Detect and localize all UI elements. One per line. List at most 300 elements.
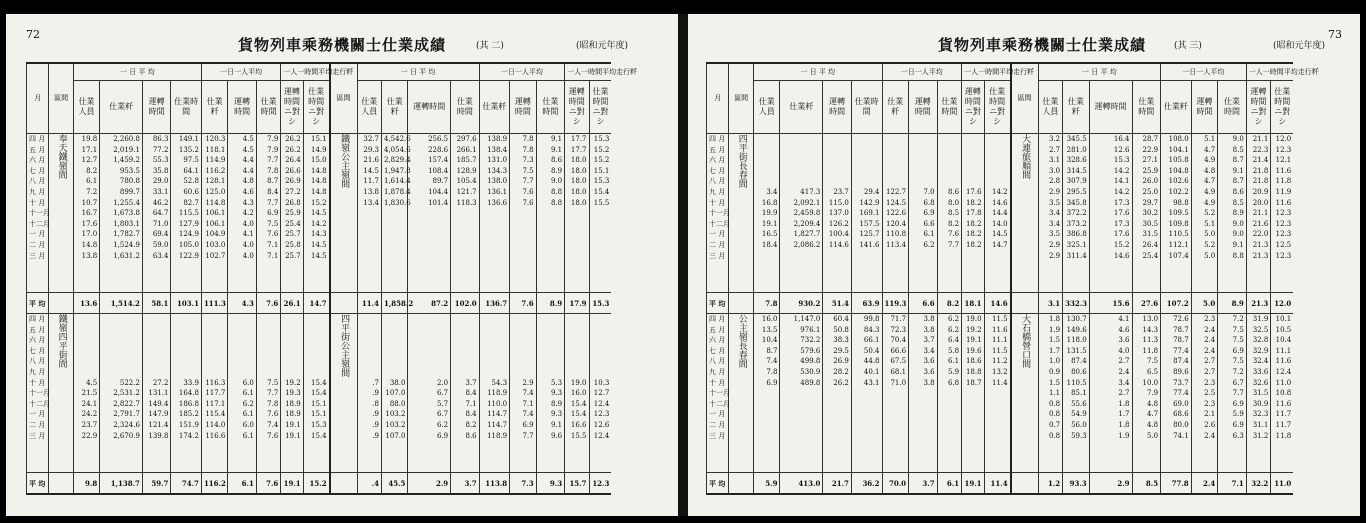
per-hour-header: 一人一時間平均走行粁	[1246, 63, 1293, 81]
average-r2_b: 12.0	[1271, 293, 1293, 314]
cell-value	[453, 314, 476, 325]
cell-value: 84.3	[863, 325, 880, 334]
cell-value: 110.5	[1066, 378, 1087, 387]
cell-value: 8.0	[947, 198, 960, 207]
average-work_b: 3.7	[451, 473, 479, 495]
cell-value: 3.8	[923, 378, 935, 387]
cell-value: 13.2	[992, 367, 1008, 376]
cell-value	[512, 314, 533, 325]
cell-value: 四 月	[709, 135, 726, 143]
cell-value: 32.5	[1252, 325, 1269, 334]
cell-value: 25.8	[285, 240, 301, 249]
cell-value: 15.1	[311, 135, 327, 143]
cell-value	[145, 335, 168, 346]
cell-value: 一 月	[709, 410, 726, 419]
cell-value	[410, 356, 448, 367]
cell-value: 17.6	[965, 187, 982, 196]
column-prun	[228, 314, 256, 473]
cell-value: 67.5	[890, 357, 907, 366]
cell-value	[539, 251, 563, 262]
cell-value	[482, 208, 508, 219]
column-header-col_work_time: 仕業時間	[851, 81, 882, 134]
cell-value: 55.6	[1071, 399, 1087, 408]
cell-value	[283, 335, 300, 346]
cell-value: 77.4	[1173, 389, 1189, 398]
cell-value: 六 月	[29, 336, 46, 345]
cell-value: 6.2	[923, 240, 935, 249]
cell-value	[360, 356, 379, 367]
month-header: 月	[27, 63, 49, 134]
cell-value	[410, 335, 448, 346]
cell-value: 2,670.9	[113, 431, 140, 440]
cell-value: 157.5	[859, 219, 880, 228]
cell-value: 11.9	[1275, 187, 1292, 196]
cell-value: 118.3	[456, 198, 477, 207]
data-table	[26, 62, 666, 495]
cell-value	[825, 251, 849, 262]
cell-value: 1,673.8	[113, 209, 140, 218]
cell-value: 15.4	[311, 431, 327, 440]
cell-value: 7.7	[267, 198, 279, 207]
cell-value: 0.8	[1048, 431, 1061, 440]
cell-value: 10.7	[81, 198, 98, 207]
column-work	[851, 134, 882, 293]
column-header-col_run_time: 運轉時間	[228, 81, 256, 134]
column-run_b	[408, 314, 451, 473]
cell-value: 18.9	[285, 410, 301, 419]
cell-value: 38.3	[833, 336, 849, 345]
cell-value: 4.6	[242, 187, 254, 196]
cell-value: 899.7	[119, 187, 140, 196]
cell-value	[384, 367, 405, 378]
cell-value: 8.8	[550, 198, 563, 207]
cell-value: 12.7	[81, 156, 98, 165]
cell-value	[173, 335, 199, 346]
cell-value: 十二月	[709, 399, 730, 408]
cell-value: 七 月	[709, 166, 726, 175]
cell-value: 6.9	[1232, 346, 1244, 355]
cell-value: 134.3	[487, 166, 508, 175]
cell-value	[539, 314, 563, 325]
column-header-col_staff: 仕業人員	[73, 81, 99, 134]
cell-value	[482, 251, 508, 262]
cell-value	[453, 335, 476, 346]
cell-value: 11.1	[1275, 346, 1292, 355]
average-pkm_b: 77.8	[1161, 473, 1192, 495]
cell-value: .9	[372, 410, 379, 419]
cell-value: 9.3	[550, 389, 563, 398]
cell-value	[259, 325, 278, 336]
cell-value: 102.6	[1168, 177, 1189, 186]
cell-value	[512, 240, 533, 251]
cell-value	[854, 155, 880, 166]
cell-value: 25.9	[1142, 166, 1159, 175]
cell-value: 14.6	[992, 198, 1008, 207]
cell-value: 17.8	[965, 209, 982, 218]
column-r1	[281, 314, 303, 473]
cell-value	[911, 409, 935, 420]
cell-value: 17.7	[570, 145, 587, 154]
cell-value	[567, 219, 586, 230]
cell-value: 13.8	[81, 251, 98, 260]
cell-value	[756, 251, 778, 262]
cell-value	[512, 219, 533, 230]
column-header-col_work_time: 仕業時間	[451, 81, 479, 134]
cell-value: 6.9	[267, 209, 279, 218]
cell-value: 15.2	[311, 198, 327, 207]
cell-value	[76, 325, 97, 336]
cell-value	[885, 399, 907, 410]
cell-value: 1.5	[1048, 336, 1061, 345]
cell-value: 373.2	[1066, 219, 1087, 228]
cell-value	[453, 208, 476, 219]
cell-value	[482, 367, 508, 378]
data-block	[707, 134, 1348, 293]
cell-value	[940, 420, 960, 431]
cell-value: .7	[372, 378, 379, 387]
cell-value: 4.0	[1118, 346, 1130, 355]
column-prun	[909, 314, 938, 473]
cell-value: 16.6	[570, 420, 587, 429]
cell-value: 3.6	[923, 367, 935, 376]
cell-value: 0.8	[1048, 410, 1061, 419]
average-pwork_b: 8.9	[1218, 293, 1247, 314]
cell-value	[102, 346, 140, 357]
cell-value	[453, 356, 476, 367]
cell-value: 12.5	[1275, 240, 1292, 249]
page-title: 貨物列車乘務機關士仕業成績	[938, 36, 1147, 54]
cell-value	[539, 346, 563, 357]
average-prun: 6.1	[228, 473, 256, 495]
cell-value	[145, 356, 168, 367]
cell-value: 314.5	[1066, 166, 1087, 175]
cell-value	[453, 219, 476, 230]
cell-value: 6.2	[947, 325, 960, 334]
column-header-col_run_time: 運轉時間	[142, 81, 170, 134]
column-staff	[753, 314, 780, 473]
section-header: 區間	[49, 63, 73, 134]
cell-value: 7.2	[86, 187, 98, 196]
cell-value: 26.0	[1142, 177, 1159, 186]
cell-value: 107.0	[385, 431, 406, 440]
cell-value	[283, 314, 300, 325]
cell-value: 四 月	[29, 315, 46, 323]
average-staff: 7.8	[753, 293, 780, 314]
page-subtitle: (其 二)	[476, 41, 504, 51]
cell-value: 2.4	[1204, 325, 1216, 334]
column-header-col_pair2: 仕業時間ニ對シ	[984, 81, 1011, 134]
cell-value: 2.7	[1204, 367, 1216, 376]
era-label: (昭和元年度)	[1273, 41, 1326, 51]
cell-value	[756, 134, 778, 145]
cell-value: 15.0	[311, 156, 327, 165]
column-staff_b	[357, 134, 381, 293]
cell-value	[964, 431, 981, 442]
cell-value	[173, 325, 199, 336]
cell-value: 6.7	[437, 389, 449, 398]
cell-value: 12.3	[593, 410, 610, 419]
cell-value: 12.4	[593, 431, 610, 440]
cell-value: 103.0	[205, 240, 226, 249]
cell-value: 13.8	[363, 187, 379, 196]
cell-value: 30.9	[1252, 399, 1269, 408]
cell-value: 14.8	[311, 177, 327, 186]
cell-value: 2,209.4	[793, 219, 821, 228]
cell-value: 12.0	[1275, 135, 1292, 143]
column-km_b	[381, 314, 407, 473]
cell-value: 2.9	[1048, 251, 1061, 260]
cell-value: 15.2	[593, 145, 610, 154]
cell-value: 2,459.8	[793, 209, 821, 218]
cell-value: 十一月	[709, 209, 730, 218]
average-prun_b: 2.4	[1191, 473, 1218, 495]
cell-value: 4.5	[242, 145, 254, 154]
column-work_b	[451, 314, 479, 473]
cell-value: 108.0	[1168, 135, 1189, 143]
column-header-col_run_time: 運轉時間	[823, 81, 852, 134]
cell-value	[453, 251, 476, 262]
cell-value: 3.5	[1048, 198, 1061, 207]
cell-value	[940, 409, 960, 420]
cell-value: 6.0	[242, 420, 254, 429]
cell-value	[453, 229, 476, 240]
month-column	[27, 314, 49, 473]
cell-value: 二 月	[709, 420, 726, 429]
average-spacer	[330, 293, 357, 314]
cell-value: 4.8	[1146, 420, 1159, 429]
cell-value: 一 月	[29, 410, 46, 419]
cell-value: 86.3	[152, 135, 169, 143]
cell-value: 32.8	[1252, 336, 1269, 345]
cell-value: 15.1	[593, 166, 610, 175]
average-r2: 14.6	[984, 293, 1011, 314]
cell-value	[885, 134, 907, 145]
cell-value	[453, 240, 476, 251]
cell-value: 12.3	[1275, 145, 1292, 154]
column-staff	[73, 134, 99, 293]
average-run: 51.4	[823, 293, 852, 314]
cell-value: 7.6	[522, 198, 534, 207]
cell-value: 157.4	[428, 156, 449, 165]
average-r1: 19.1	[281, 473, 303, 495]
cell-value: 九 月	[709, 187, 726, 196]
cell-value: 6.8	[947, 378, 960, 387]
cell-value: 九 月	[709, 367, 726, 376]
cell-value: 26.2	[833, 378, 849, 387]
cell-value: 6.4	[947, 336, 960, 345]
average-r2_b: 15.3	[589, 293, 611, 314]
average-run_b: 2.9	[1089, 473, 1132, 495]
average-run: 58.1	[142, 293, 170, 314]
cell-value: 125.7	[859, 230, 880, 239]
cell-value	[854, 388, 880, 399]
cell-value	[230, 314, 253, 325]
cell-value	[204, 367, 225, 378]
cell-value: 5.0	[1204, 230, 1216, 239]
cell-value: 15.3	[1113, 156, 1130, 165]
cell-value	[964, 155, 981, 166]
cell-value: 7.4	[522, 410, 534, 419]
column-header-col_pair1: 運轉時間ニ對シ	[281, 81, 303, 134]
average-label: 平 均	[27, 473, 49, 495]
cell-value: 1,147.0	[793, 315, 821, 323]
cell-value	[911, 388, 935, 399]
cell-value: 149.1	[178, 135, 199, 143]
cell-value	[76, 346, 97, 357]
cell-value: 7.5	[522, 166, 534, 175]
column-pwork_b	[1218, 134, 1247, 293]
station-name: 鐵嶺四平街間	[56, 314, 67, 368]
cell-value	[482, 229, 508, 240]
left-page	[6, 14, 678, 516]
cell-value: 732.2	[800, 336, 821, 345]
cell-value: 417.3	[800, 187, 821, 196]
cell-value: 15.4	[311, 389, 327, 398]
cell-value: 2.4	[1204, 431, 1216, 440]
cell-value: 19.1	[965, 336, 982, 345]
cell-value: 131.0	[487, 156, 508, 165]
cell-value: 六 月	[709, 336, 726, 345]
cell-value	[782, 388, 820, 399]
cell-value: 1,782.7	[113, 230, 140, 239]
cell-value: 88.0	[389, 399, 406, 408]
cell-value	[384, 219, 405, 230]
cell-value: 6.2	[437, 420, 449, 429]
average-run_b: 2.9	[408, 473, 451, 495]
cell-value	[360, 314, 379, 325]
column-header-col_pair1: 運轉時間ニ對シ	[962, 81, 984, 134]
column-pkm_b	[1161, 134, 1192, 293]
cell-value: 1.1	[1048, 389, 1061, 398]
cell-value	[854, 431, 880, 442]
cell-value: 6.9	[923, 209, 935, 218]
cell-value: 295.5	[1066, 187, 1087, 196]
column-run	[142, 314, 170, 473]
cell-value: 102.2	[1168, 187, 1189, 196]
column-r2	[984, 314, 1011, 473]
cell-value: 十 月	[709, 198, 726, 207]
cell-value: 14.3	[311, 230, 327, 239]
cell-value: 25.0	[1142, 187, 1159, 196]
cell-value: 63.4	[152, 251, 169, 260]
cell-value: 7.5	[267, 219, 279, 228]
station-label	[49, 314, 73, 473]
cell-value	[940, 176, 960, 187]
cell-value: 11.1	[992, 336, 1008, 345]
cell-value: 16.8	[761, 198, 778, 207]
cell-value	[911, 166, 935, 177]
cell-value: .8	[372, 399, 379, 408]
cell-value: 22.9	[1142, 145, 1159, 154]
average-pkm: 119.3	[882, 293, 909, 314]
cell-value: 12.3	[1275, 219, 1292, 228]
cell-value: 122.9	[178, 251, 199, 260]
cell-value: 6.3	[1232, 431, 1244, 440]
data-block	[27, 134, 666, 293]
cell-value	[453, 346, 476, 357]
cell-value: 122.6	[885, 209, 907, 218]
cell-value: 14.2	[1113, 187, 1130, 196]
month-column	[707, 134, 729, 293]
cell-value	[384, 356, 405, 367]
cell-value: 120.4	[885, 219, 907, 228]
cell-value	[987, 134, 1008, 145]
per-person-header: 一日一人平均	[1161, 63, 1247, 81]
cell-value: 17.6	[1113, 209, 1130, 218]
cell-value	[76, 335, 97, 346]
cell-value	[567, 335, 586, 346]
cell-value: 2,822.7	[113, 399, 140, 408]
cell-value: 1.7	[1048, 346, 1061, 355]
cell-value	[782, 399, 820, 410]
cell-value: 四 月	[29, 135, 46, 143]
cell-value: 八 月	[29, 177, 46, 186]
per-hour-header: 一人一時間平均走行粁	[565, 63, 612, 81]
cell-value: 二 月	[29, 240, 46, 249]
cell-value: 17.7	[570, 135, 587, 143]
cell-value	[885, 431, 907, 442]
station-label	[1011, 134, 1039, 293]
cell-value	[756, 176, 778, 187]
cell-value	[885, 409, 907, 420]
cell-value: 6.2	[947, 315, 960, 323]
cell-value: 19.0	[965, 315, 982, 323]
cell-value	[987, 399, 1008, 410]
cell-value: 21.1	[1252, 209, 1269, 218]
cell-value: 17.3	[1113, 198, 1130, 207]
cell-value	[911, 251, 935, 262]
cell-value: 9.0	[550, 177, 563, 186]
cell-value	[825, 155, 849, 166]
cell-value	[592, 240, 610, 251]
average-r1_b: 32.2	[1246, 473, 1270, 495]
average-km_b: 332.3	[1063, 293, 1090, 314]
cell-value: 13.0	[1142, 315, 1159, 323]
average-staff: 13.6	[73, 293, 99, 314]
cell-value	[940, 155, 960, 166]
column-header-col_pair2: 仕業時間ニ對シ	[303, 81, 329, 134]
cell-value: 16.4	[1113, 135, 1130, 143]
cell-value	[592, 314, 610, 325]
cell-value: 8.4	[267, 187, 279, 196]
cell-value: 87.4	[1173, 357, 1189, 366]
cell-value	[940, 166, 960, 177]
column-header-col_km: 仕業粁	[1063, 81, 1090, 134]
cell-value: 4.7	[1146, 410, 1159, 419]
cell-value	[825, 431, 849, 442]
cell-value: 11.6	[1275, 166, 1292, 175]
cell-value: 2.3	[1204, 399, 1216, 408]
cell-value	[782, 251, 820, 262]
cell-value: 345.5	[1066, 135, 1087, 143]
cell-value	[306, 325, 327, 336]
column-header-col_km: 仕業粁	[100, 81, 143, 134]
column-run	[823, 314, 852, 473]
cell-value: 71.0	[890, 378, 907, 387]
cell-value: 66.6	[890, 346, 907, 355]
average-r1_b: 21.3	[1246, 293, 1270, 314]
average-work: 36.2	[851, 473, 882, 495]
column-header-col_work_time: 仕業時間	[536, 81, 565, 134]
cell-value	[283, 325, 300, 336]
cell-value	[482, 346, 508, 357]
cell-value: 97.5	[183, 156, 199, 165]
cell-value: 87.4	[1071, 357, 1087, 366]
per-person-header: 一日一人平均	[201, 63, 280, 81]
cell-value: 121.4	[148, 420, 169, 429]
cell-value	[512, 208, 533, 219]
cell-value: 98.8	[1173, 198, 1189, 207]
